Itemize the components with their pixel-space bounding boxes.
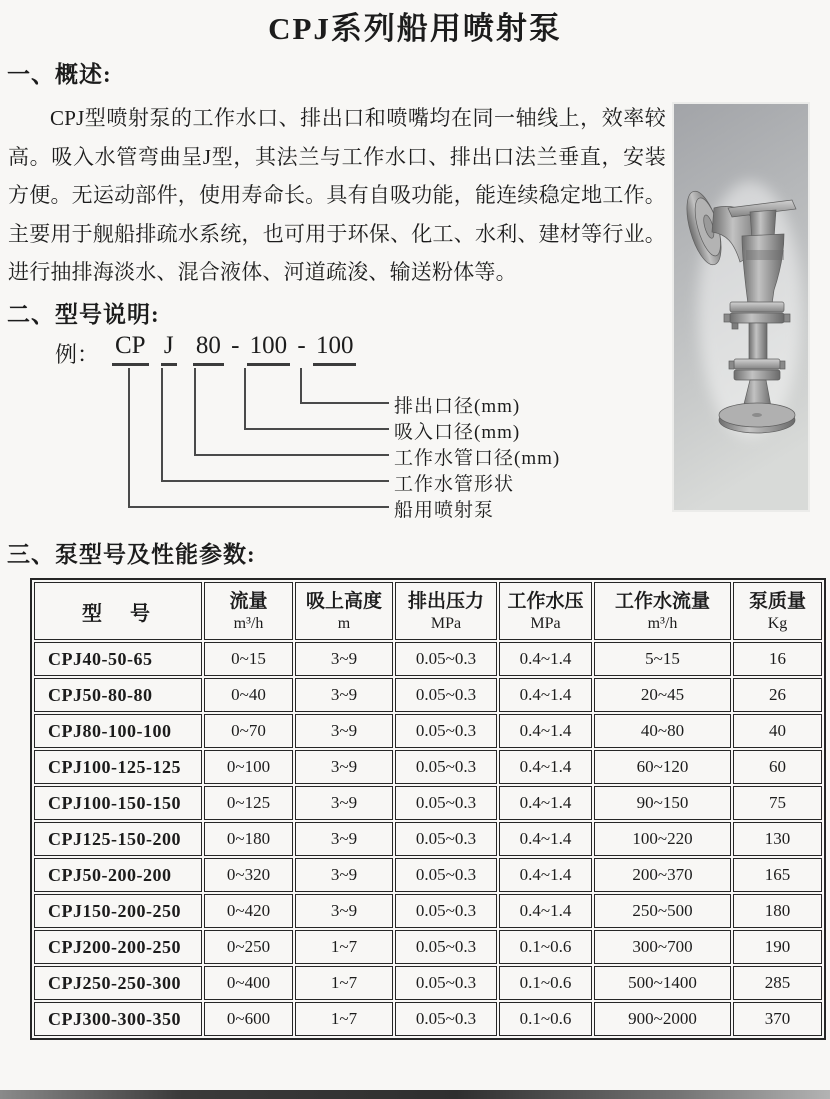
value-cell: 0.05~0.3 <box>395 1002 497 1036</box>
value-cell: 0.05~0.3 <box>395 858 497 892</box>
value-cell: 0.4~1.4 <box>499 714 592 748</box>
column-unit: m³/h <box>647 615 678 632</box>
column-header-model <box>34 582 202 640</box>
column-label: 工作水压 <box>507 591 584 612</box>
parameters-heading: 三、泵型号及性能参数: <box>7 542 256 567</box>
value-cell: 75 <box>733 786 822 820</box>
value-cell: 5~15 <box>594 642 731 676</box>
bolt-left-2 <box>729 361 734 369</box>
column-unit: Kg <box>767 615 788 632</box>
pump-photo-illustration <box>674 104 808 510</box>
value-cell: 0.05~0.3 <box>395 714 497 748</box>
hyphen: - <box>231 332 240 359</box>
value-cell: 0.1~0.6 <box>499 966 592 1000</box>
value-cell: 0~100 <box>204 750 293 784</box>
value-cell: 0.4~1.4 <box>499 642 592 676</box>
hyphen: - <box>297 332 306 359</box>
value-cell: 1~7 <box>295 930 393 964</box>
value-cell: 0~125 <box>204 786 293 820</box>
table-body <box>34 642 822 1036</box>
pump-ring-detail <box>746 250 784 260</box>
value-cell: 0~40 <box>204 678 293 712</box>
model-example-code <box>112 331 356 366</box>
callout-line <box>129 368 389 507</box>
value-cell: 370 <box>733 1002 822 1036</box>
value-cell: 0.4~1.4 <box>499 750 592 784</box>
example-label: 例： <box>55 342 100 367</box>
value-cell: 0~180 <box>204 822 293 856</box>
column-header-mass <box>733 582 822 640</box>
value-cell: 90~150 <box>594 786 731 820</box>
column-label: 排出压力 <box>407 591 484 612</box>
column-label: 型 号 <box>82 602 154 625</box>
value-cell: 500~1400 <box>594 966 731 1000</box>
bolt-nub <box>732 323 738 329</box>
column-header-flow <box>204 582 293 640</box>
value-cell: 0.05~0.3 <box>395 930 497 964</box>
value-cell: 250~500 <box>594 894 731 928</box>
pump-flange-joint-lower-b <box>734 370 780 380</box>
value-cell: 3~9 <box>295 858 393 892</box>
model-part-discharge: 100 <box>313 331 357 366</box>
value-cell: 0~600 <box>204 1002 293 1036</box>
pump-base-center <box>752 413 762 417</box>
table-row <box>34 750 822 784</box>
value-cell: 0.05~0.3 <box>395 894 497 928</box>
table-row <box>34 858 822 892</box>
bolt-left <box>724 314 730 322</box>
value-cell: 16 <box>733 642 822 676</box>
value-cell: 0~420 <box>204 894 293 928</box>
table-row <box>34 714 822 748</box>
value-cell: 190 <box>733 930 822 964</box>
value-cell: 0.4~1.4 <box>499 858 592 892</box>
bolt-right-2 <box>780 361 785 369</box>
column-label: 流量 <box>229 591 268 612</box>
callout-label: 排出口径(mm) <box>394 396 521 417</box>
value-cell: 285 <box>733 966 822 1000</box>
table-row <box>34 642 822 676</box>
callout-line <box>301 368 389 403</box>
model-cell: CPJ100-150-150 <box>34 786 202 820</box>
pump-throat-pipe <box>749 323 767 361</box>
value-cell: 0~70 <box>204 714 293 748</box>
model-cell: CPJ80-100-100 <box>34 714 202 748</box>
value-cell: 3~9 <box>295 678 393 712</box>
model-cell: CPJ200-200-250 <box>34 930 202 964</box>
value-cell: 130 <box>733 822 822 856</box>
callout-line <box>245 368 389 429</box>
value-cell: 165 <box>733 858 822 892</box>
parameters-table <box>30 578 826 1040</box>
page-title: CPJ系列船用喷射泵 <box>268 11 562 46</box>
column-header-discharge-pressure <box>395 582 497 640</box>
value-cell: 900~2000 <box>594 1002 731 1036</box>
table-header-row <box>34 582 822 640</box>
model-cell: CPJ100-125-125 <box>34 750 202 784</box>
value-cell: 0.05~0.3 <box>395 966 497 1000</box>
value-cell: 3~9 <box>295 714 393 748</box>
callout-label: 工作水管口径(mm) <box>394 448 561 469</box>
value-cell: 3~9 <box>295 750 393 784</box>
callout-line <box>195 368 389 455</box>
table-row <box>34 930 822 964</box>
value-cell: 0~15 <box>204 642 293 676</box>
column-header-working-pressure <box>499 582 592 640</box>
value-cell: 100~220 <box>594 822 731 856</box>
table-row <box>34 678 822 712</box>
value-cell: 0.4~1.4 <box>499 786 592 820</box>
model-cell: CPJ50-80-80 <box>34 678 202 712</box>
table-row <box>34 894 822 928</box>
model-cell: CPJ300-300-350 <box>34 1002 202 1036</box>
value-cell: 300~700 <box>594 930 731 964</box>
page-edge-shadow <box>0 1090 830 1099</box>
pump-photo <box>672 102 810 512</box>
value-cell: 180 <box>733 894 822 928</box>
value-cell: 0.05~0.3 <box>395 642 497 676</box>
value-cell: 0.05~0.3 <box>395 786 497 820</box>
value-cell: 26 <box>733 678 822 712</box>
value-cell: 60 <box>733 750 822 784</box>
value-cell: 60~120 <box>594 750 731 784</box>
table-row <box>34 822 822 856</box>
column-label: 工作水流量 <box>614 591 710 612</box>
pump-flange-joint-lower <box>734 359 780 369</box>
value-cell: 1~7 <box>295 1002 393 1036</box>
value-cell: 3~9 <box>295 894 393 928</box>
bolt-right <box>784 314 790 322</box>
value-cell: 40 <box>733 714 822 748</box>
callout-label: 吸入口径(mm) <box>394 422 521 443</box>
model-cell: CPJ125-150-200 <box>34 822 202 856</box>
pump-flange-joint-upper-b <box>730 313 784 323</box>
value-cell: 0.1~0.6 <box>499 1002 592 1036</box>
model-cell: CPJ40-50-65 <box>34 642 202 676</box>
column-unit: MPa <box>530 615 561 632</box>
value-cell: 0.05~0.3 <box>395 750 497 784</box>
column-unit: MPa <box>430 615 462 632</box>
model-heading: 二、型号说明: <box>7 302 160 327</box>
value-cell: 200~370 <box>594 858 731 892</box>
callout-line <box>162 368 389 481</box>
value-cell: 3~9 <box>295 786 393 820</box>
value-cell: 0.05~0.3 <box>395 678 497 712</box>
callout-label: 船用喷射泵 <box>394 500 495 521</box>
value-cell: 0~320 <box>204 858 293 892</box>
pump-flange-joint-upper <box>730 302 784 312</box>
model-part-series: CP <box>112 331 149 366</box>
model-cell: CPJ50-200-200 <box>34 858 202 892</box>
overview-paragraph: CPJ型喷射泵的工作水口、排出口和喷嘴均在同一轴线上，效率较高。吸入水管弯曲呈J型，其法兰与工作水口、排出口法兰垂直，安装方便。无运动部件，使用寿命长。具有自吸功能，能连续稳定地工作。主要用于舰船排疏水系统，也可用于环保、化工、水利、建材等行业。进行抽排海淡水、混合液体、河道疏浚、输送粉体等。 <box>8 106 666 284</box>
column-label: 吸上高度 <box>305 591 382 612</box>
value-cell: 1~7 <box>295 966 393 1000</box>
model-part-suction: 100 <box>247 331 291 366</box>
value-cell: 20~45 <box>594 678 731 712</box>
value-cell: 0.1~0.6 <box>499 930 592 964</box>
model-cell: CPJ150-200-250 <box>34 894 202 928</box>
callout-label: 工作水管形状 <box>394 474 515 495</box>
value-cell: 0~250 <box>204 930 293 964</box>
value-cell: 0.4~1.4 <box>499 894 592 928</box>
column-unit: m³/h <box>233 615 264 632</box>
column-header-suction-height <box>295 582 393 640</box>
overview-heading: 一、概述: <box>7 62 112 87</box>
value-cell: 0~400 <box>204 966 293 1000</box>
column-label: 泵质量 <box>748 591 806 612</box>
column-header-working-flow <box>594 582 731 640</box>
value-cell: 0.05~0.3 <box>395 822 497 856</box>
model-part-work-pipe: 80 <box>193 331 224 366</box>
value-cell: 3~9 <box>295 642 393 676</box>
model-part-shape: J <box>161 331 177 366</box>
table-row <box>34 966 822 1000</box>
column-unit: m <box>337 615 351 632</box>
model-cell: CPJ250-250-300 <box>34 966 202 1000</box>
table-row <box>34 786 822 820</box>
value-cell: 0.4~1.4 <box>499 822 592 856</box>
value-cell: 3~9 <box>295 822 393 856</box>
value-cell: 40~80 <box>594 714 731 748</box>
table-row <box>34 1002 822 1036</box>
value-cell: 0.4~1.4 <box>499 678 592 712</box>
